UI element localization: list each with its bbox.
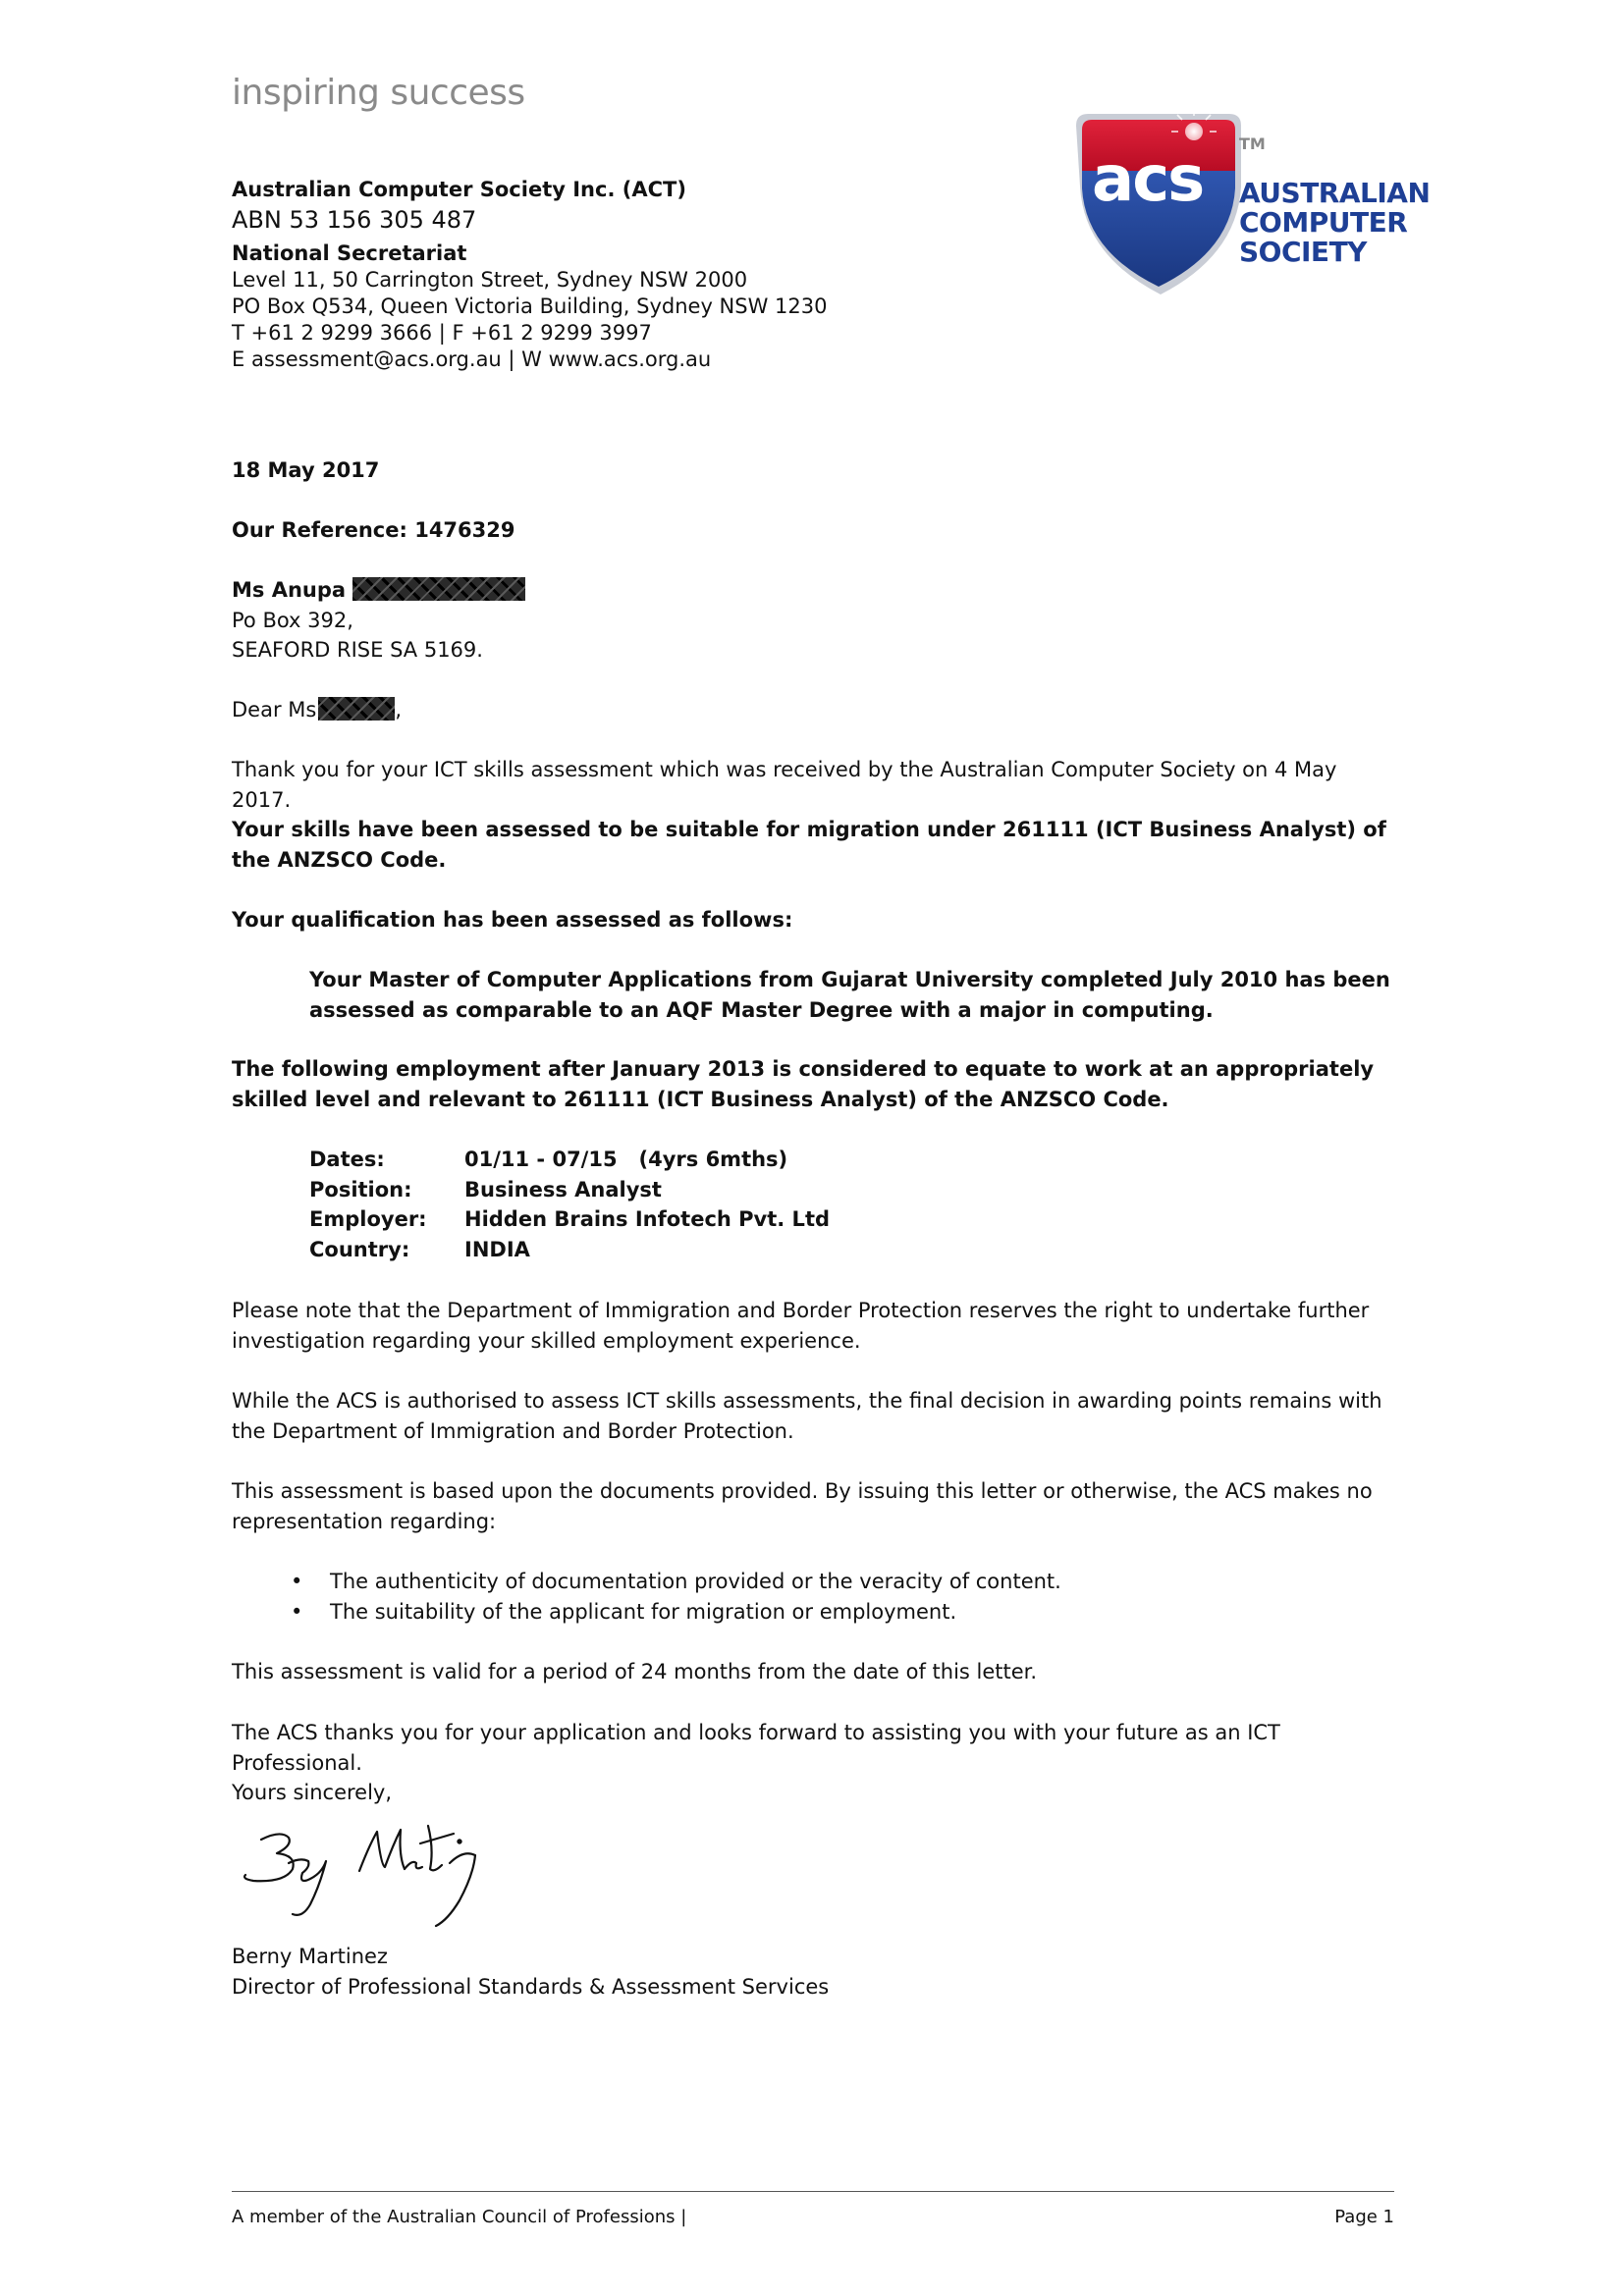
sender-phone-line: T +61 2 9299 3666 | F +61 2 9299 3997 [232,321,652,345]
sender-address-line: PO Box Q534, Queen Victoria Building, Sydney NSW 1230 [232,294,828,318]
paragraph-thanks: Thank you for your ICT skills assessment which was received by the Australian Computer Society on 4 May 2017. [232,758,1337,812]
recipient-name: Ms Anupa [232,578,347,602]
redaction-block [318,697,395,721]
employment-row [309,1204,830,1235]
letter-date: 18 May 2017 [232,458,380,482]
paragraph-note: Please note that the Department of Immigration and Border Protection reserves the right to undertake further investigation regarding your skilled employment experience. [232,1299,1370,1353]
sender-org: Australian Computer Society Inc. (ACT) [232,178,686,201]
employment-label: Position: [309,1177,412,1201]
sender-abn: ABN 53 156 305 487 [232,206,477,234]
footer-divider [232,2191,1394,2192]
recipient-address-line: SEAFORD RISE SA 5169. [232,638,483,662]
paragraph-based: This assessment is based upon the documents provided. By issuing this letter or otherwise, the ACS makes no representation regarding: [232,1479,1373,1533]
letter-reference: Our Reference: 1476329 [232,518,515,542]
salutation [232,695,1390,725]
employment-label: Dates: [309,1148,385,1171]
employment-row [309,1145,830,1175]
paragraph-employment: The following employment after January 2013 is considered to equate to work at an appropriately skilled level and relevant to 261111 (ICT Business Analyst) of the ANZSCO Code. [232,1057,1375,1111]
recipient-address-line: Po Box 392, [232,608,353,632]
recipient-block [232,575,1390,666]
employment-value: 01/11 - 07/15 (4yrs 6mths) [464,1148,788,1171]
salutation-prefix: Dear Ms [232,698,317,721]
employment-row [309,1235,830,1265]
list-item-text: The suitability of the applicant for migration or employment. [330,1600,957,1624]
redaction-block [352,577,525,601]
tagline: inspiring success [232,73,525,113]
list-item [232,1567,1061,1597]
paragraph-authorised: While the ACS is authorised to assess ICT skills assessments, the final decision in awarding points remains with the Department of Immigration and Border Protection. [232,1389,1382,1443]
employment-details [309,1145,830,1264]
footer-membership: A member of the Australian Council of Professions | [232,2207,687,2227]
paragraph-closing-thanks: The ACS thanks you for your application and looks forward to assisting you with your future as an ICT Professional. [232,1721,1280,1775]
sender-address-line: Level 11, 50 Carrington Street, Sydney NSW 2000 [232,268,748,292]
paragraph-skills: Your skills have been assessed to be suitable for migration under 261111 (ICT Business Analyst) of the ANZSCO Code. [232,818,1386,872]
list-item-text: The authenticity of documentation provided or the veracity of content. [330,1570,1061,1593]
employment-value: Hidden Brains Infotech Pvt. Ltd [464,1207,831,1231]
logo-word: SOCIETY [1239,236,1367,268]
paragraph-qualification-heading: Your qualification has been assessed as follows: [232,908,793,932]
sender-block [232,177,827,373]
bullet-icon: • [291,1600,303,1624]
sender-secretariat: National Secretariat [232,241,467,265]
closing: Yours sincerely, [232,1781,393,1804]
signature-icon [232,1806,516,1934]
paragraph-valid: This assessment is valid for a period of 24 months from the date of this letter. [232,1660,1038,1683]
employment-label: Country: [309,1237,410,1261]
employment-label: Employer: [309,1207,427,1231]
logo-word: COMPUTER [1239,206,1408,239]
employment-row [309,1175,830,1205]
paragraph-qualification-detail: Your Master of Computer Applications from Gujarat University completed July 2010 has been assessed as comparable to an AQF Master Degree with a major in computing. [309,968,1390,1022]
list-item [232,1597,1061,1628]
employment-value: INDIA [464,1237,530,1261]
logo-word: AUSTRALIAN [1239,177,1431,209]
logo-mark-text: acs [1092,143,1204,216]
employment-value: Business Analyst [464,1177,662,1201]
signer-title: Director of Professional Standards & Assessment Services [232,1974,830,1999]
salutation-suffix: , [395,698,403,721]
logo-wordmark [1239,179,1430,267]
signer-name: Berny Martinez [232,1945,388,1968]
logo-tm: TM [1239,134,1266,153]
representation-list [232,1567,1061,1628]
sender-email-line: E assessment@acs.org.au | W www.acs.org.au [232,347,712,371]
signer-block [232,1942,1390,2002]
bullet-icon: • [291,1570,303,1593]
page-number: Page 1 [1334,2207,1394,2227]
